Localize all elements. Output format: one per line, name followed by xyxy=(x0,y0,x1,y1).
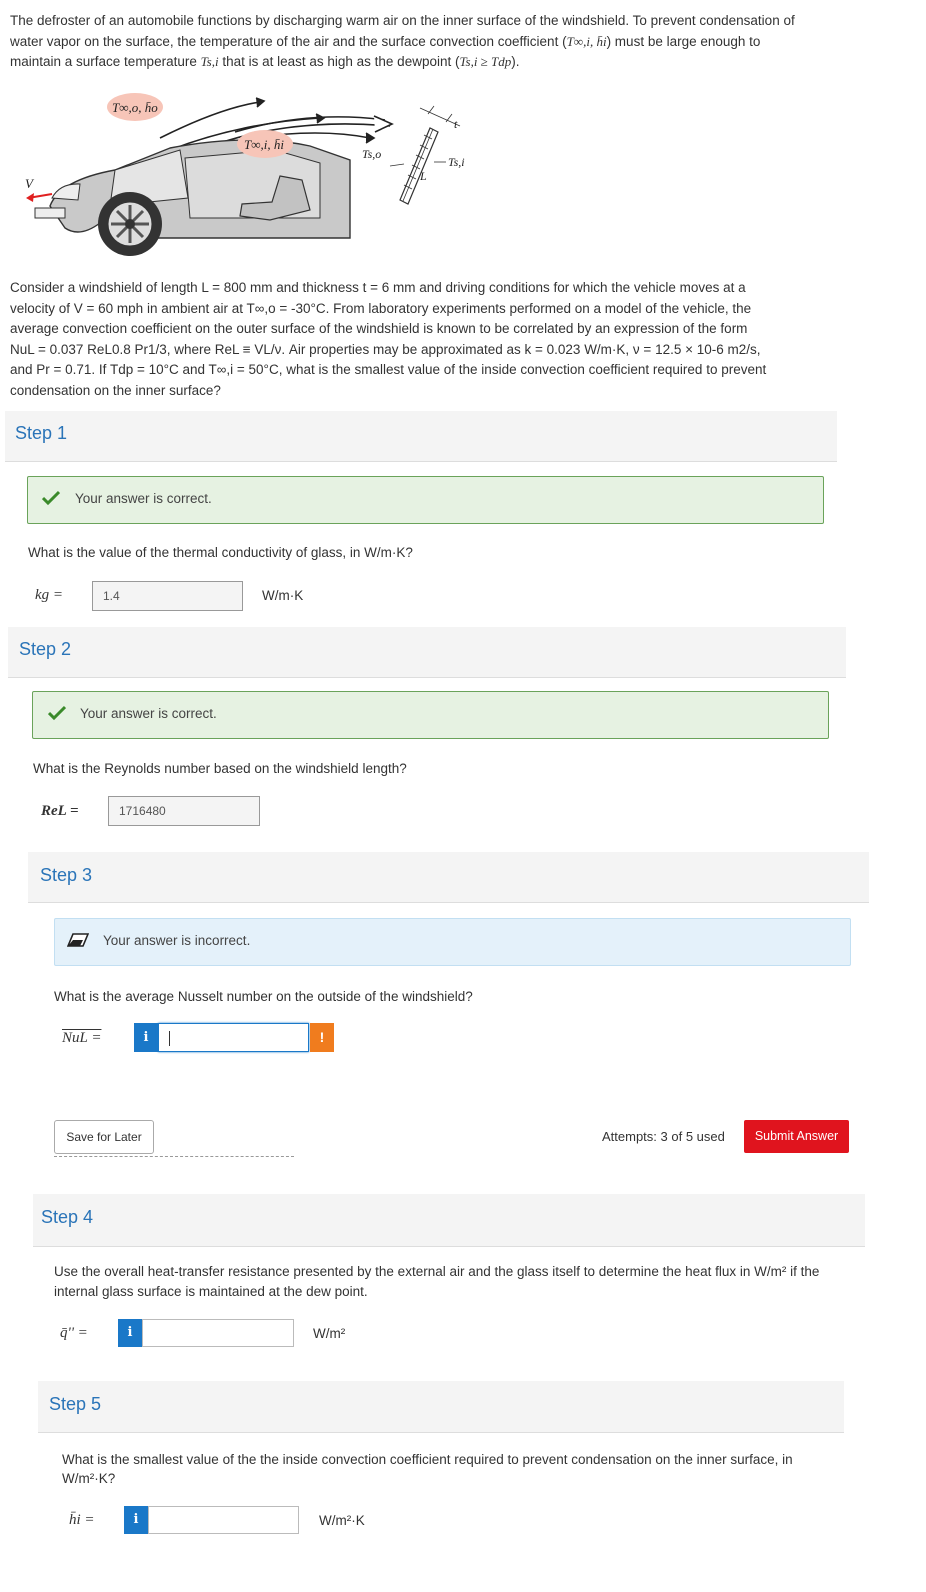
attempts-counter: Attempts: 3 of 5 used xyxy=(602,1129,725,1144)
intro-line-2: water vapor on the surface, the temperature of the air and the surface convection coefficient (T∞,i, h̄i) must be large enough to xyxy=(10,33,761,49)
svg-text:Ts,i: Ts,i xyxy=(448,155,465,169)
problem-line-1: Consider a windshield of length L = 800 mm and thickness t = 6 mm and driving conditions for which the vehicle moves at a xyxy=(10,280,746,295)
svg-text:Ts,o: Ts,o xyxy=(362,147,382,161)
problem-line-5: and Pr = 0.71. If Tdp = 10°C and T∞,i = 50°C, what is the smallest value of the inside convection coefficient required to prevent xyxy=(10,362,767,377)
label-outer-air: T∞,o, h̄o xyxy=(112,100,158,115)
warning-icon: ! xyxy=(310,1023,334,1052)
label-velocity: V xyxy=(25,176,33,191)
problem-line-2: velocity of V = 60 mph in ambient air at T∞,o = -30°C. From laboratory experiments performed on a model of the vehicle, the xyxy=(10,300,752,316)
clipped-text-fragment xyxy=(54,1156,294,1160)
step-2-question: What is the Reynolds number based on the windshield length? xyxy=(33,761,407,776)
step-3-question: What is the average Nusselt number on the outside of the windshield? xyxy=(54,989,473,1004)
label-inner-air: T∞,i, h̄i xyxy=(244,137,284,152)
step-1-question: What is the value of the thermal conductivity of glass, in W/m·K? xyxy=(28,545,413,560)
intro-paragraph xyxy=(10,11,910,73)
info-icon: i xyxy=(143,1030,149,1045)
svg-text:L: L xyxy=(420,169,427,183)
step-5-question: What is the smallest value of the the inside convection coefficient required to prevent condensation on the inner surface, in W/m²·K? xyxy=(62,1452,793,1486)
step-3-header[interactable] xyxy=(28,852,869,903)
step-4-unit: W/m² xyxy=(313,1326,346,1341)
step-5-header[interactable] xyxy=(38,1381,844,1433)
svg-text:t: t xyxy=(454,117,458,131)
step-2-symbol: ReL = xyxy=(41,803,79,819)
step-2-answer: 1716480 xyxy=(108,796,260,826)
step-1-correct-message: Your answer is correct. xyxy=(27,476,824,524)
step-4-header[interactable] xyxy=(33,1194,865,1247)
step-2-header[interactable] xyxy=(8,627,846,678)
step-4-title: Step 4 xyxy=(41,1207,94,1227)
intro-line-1: The defroster of an automobile functions by discharging warm air on the inner surface of the windshield. To prevent condensation of xyxy=(10,13,795,28)
step-4-question: Use the overall heat-transfer resistance presented by the external air and the glass itself to determine the heat flux in W/m² if the internal glass surface is maintained at the dew point. xyxy=(54,1264,820,1299)
check-icon xyxy=(48,705,66,721)
step-1-header[interactable] xyxy=(5,411,837,462)
problem-line-3: average convection coefficient on the outer surface of the windshield is known to be correlated by an expression of the form xyxy=(10,321,748,336)
step-5-info-button[interactable] xyxy=(124,1506,148,1534)
step-4-info-button[interactable] xyxy=(118,1319,142,1347)
submit-answer-button[interactable]: Submit Answer xyxy=(744,1120,849,1153)
step-4-heat-flux-input[interactable] xyxy=(142,1319,294,1347)
step-2-title: Step 2 xyxy=(19,639,72,659)
step-3-incorrect-message: Your answer is incorrect. xyxy=(54,918,851,966)
step-5-symbol: h̄i = xyxy=(69,1512,95,1528)
step-1-answer: 1.4 xyxy=(92,581,243,611)
step-5-unit: W/m²·K xyxy=(319,1513,365,1528)
step-5-title: Step 5 xyxy=(49,1394,102,1414)
check-icon xyxy=(42,490,60,506)
step-2-correct-message: Your answer is correct. xyxy=(32,691,829,739)
step-1-title: Step 1 xyxy=(15,423,68,443)
problem-line-4: NuL = 0.037 ReL0.8 Pr1/3, where ReL ≡ VL/ν. Air properties may be approximated as k = 0.023 W/m·K, ν = 12.5 × 10-6 m2/s, xyxy=(10,341,761,357)
info-icon: i xyxy=(133,1512,139,1527)
step-3-title: Step 3 xyxy=(40,865,93,885)
step-5-inside-coefficient-input[interactable] xyxy=(148,1506,299,1534)
save-for-later-button[interactable]: Save for Later xyxy=(54,1120,154,1154)
pencil-icon xyxy=(67,933,89,947)
step-4-symbol: q̄'' = xyxy=(60,1325,88,1341)
step-1-unit: W/m·K xyxy=(262,588,304,603)
text-cursor xyxy=(169,1031,170,1046)
step-3-nusselt-input[interactable] xyxy=(158,1023,309,1052)
intro-line-3: maintain a surface temperature Ts,i that is at least as high as the dewpoint (Ts,i ≥ Tdp). xyxy=(10,54,520,69)
car-windshield-figure xyxy=(20,88,490,263)
step-1-symbol: kg = xyxy=(35,587,64,603)
info-icon: i xyxy=(127,1325,133,1340)
problem-line-6: condensation on the inner surface? xyxy=(10,382,221,398)
step-3-info-button[interactable] xyxy=(134,1023,158,1052)
step-3-symbol: NuL = xyxy=(62,1030,102,1046)
problem-statement xyxy=(10,278,910,401)
